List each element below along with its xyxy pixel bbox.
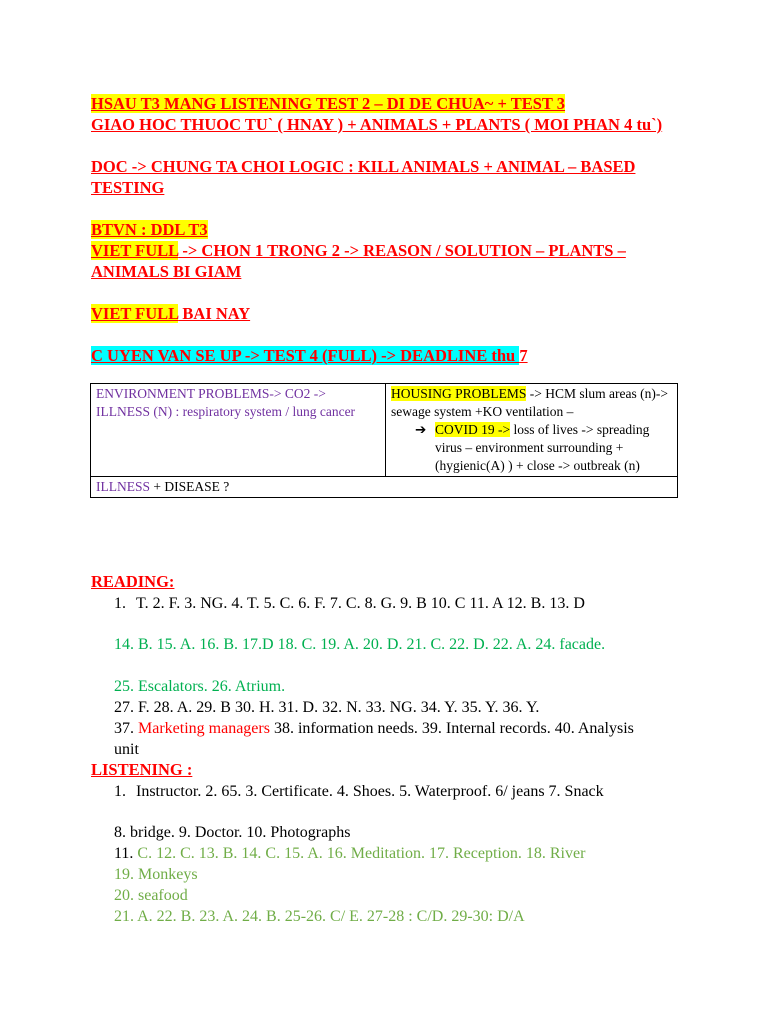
reading-37-answer: Marketing managers — [138, 720, 270, 737]
reading-answers-14-24: 14. B. 15. A. 16. B. 17.D 18. C. 19. A. 20. D. 21. C. 22. D. 22. A. 24. facade. — [114, 636, 606, 653]
header-line-1-text: HSAU T3 MANG LISTENING TEST 2 – DI DE CHUA~ + TEST 3 — [91, 94, 566, 113]
illness-text: ILLNESS — [96, 479, 150, 494]
header-line-3: DOC -> CHUNG TA CHOI LOGIC : KILL ANIMALS + ANIMAL – BASED TESTING — [91, 157, 636, 197]
notes-table-row-1 — [91, 384, 678, 477]
header-line-2: GIAO HOC THUOC TU` ( HNAY ) + ANIMALS + PLANTS ( MOI PHAN 4 tu`) — [91, 115, 663, 134]
listening-answer-20: 20. seafood — [114, 887, 188, 904]
housing-problems-cell — [386, 384, 678, 477]
viet-full-highlight-1: VIET FULL — [91, 241, 179, 260]
reading-title: READING: — [91, 572, 175, 591]
reading-answers-25-26: 25. Escalators. 26. Atrium. — [114, 678, 286, 695]
housing-problems-line — [391, 385, 672, 421]
listening-answers-1-7: Instructor. 2. 65. 3. Certificate. 4. Shoes. 5. Waterproof. 6/ jeans 7. Snack — [136, 783, 604, 800]
viet-full-line-2 — [91, 303, 691, 324]
illness-disease-cell — [91, 477, 678, 498]
listening-answers-11-18 — [114, 843, 654, 864]
reading-list-number: 1. — [114, 595, 126, 612]
reading-answers-37-40 — [114, 718, 654, 760]
header-line-1 — [91, 93, 691, 114]
listening-11-number: 11. — [114, 845, 138, 862]
notes-table-row-2 — [91, 477, 678, 498]
covid-line — [391, 421, 672, 475]
housing-problems-highlight: HOUSING PROBLEMS — [391, 386, 527, 401]
disease-text: + DISEASE ? — [150, 479, 230, 494]
reading-answers-1-13: T. 2. F. 3. NG. 4. T. 5. C. 6. F. 7. C. 8. G. 9. B 10. C 11. A 12. B. 13. D — [136, 595, 585, 612]
listening-answer-19: 19. Monkeys — [114, 866, 198, 883]
viet-full-line-1 — [91, 240, 691, 282]
listening-11-18-text: C. 12. C. 13. B. 14. C. 15. A. 16. Meditation. 17. Reception. 18. River — [137, 845, 586, 862]
environment-problems-cell: ENVIRONMENT PROBLEMS-> CO2 -> ILLNESS (N) : respiratory system / lung cancer — [91, 384, 386, 477]
viet-full-rest-1: -> CHON 1 TRONG 2 -> REASON / SOLUTION – PLANTS – ANIMALS BI GIAM — [91, 241, 626, 281]
deadline-highlight: C UYEN VAN SE UP -> TEST 4 (FULL) -> DEADLINE thu — [91, 346, 520, 365]
viet-full-highlight-2: VIET FULL — [91, 304, 179, 323]
reading-37-number: 37. — [114, 720, 138, 737]
deadline-day: 7 — [519, 346, 528, 365]
homework-text: BTVN : DDL T3 — [91, 220, 208, 239]
listening-line-1 — [114, 781, 654, 802]
housing-problems-text: -> HCM slum areas (n)-> sewage system +KO ventilation – — [391, 386, 668, 419]
listening-answers-8-10: 8. bridge. 9. Doctor. 10. Photographs — [114, 824, 351, 841]
notes-table — [90, 383, 678, 498]
viet-full-rest-2: BAI NAY — [178, 304, 251, 323]
listening-title: LISTENING : — [91, 760, 193, 779]
deadline-line — [91, 345, 691, 366]
arrow-right-icon: ➔ — [415, 422, 427, 437]
reading-line-1 — [114, 593, 654, 614]
listening-list-number: 1. — [114, 783, 126, 800]
reading-answers-27-36: 27. F. 28. A. 29. B 30. H. 31. D. 32. N. 33. NG. 34. Y. 35. Y. 36. Y. — [114, 699, 540, 716]
covid-text: loss of lives -> spreading virus – environment surrounding + (hygienic(A) ) + close -> outbreak (n) — [435, 422, 650, 473]
reading-38-40-answers: 38. information needs. 39. Internal records. 40. Analysis unit — [114, 720, 634, 758]
homework-label — [91, 219, 691, 240]
listening-answers-21-30: 21. A. 22. B. 23. A. 24. B. 25-26. C/ E. 27-28 : C/D. 29-30: D/A — [114, 908, 525, 925]
covid-highlight: COVID 19 -> — [435, 422, 511, 437]
